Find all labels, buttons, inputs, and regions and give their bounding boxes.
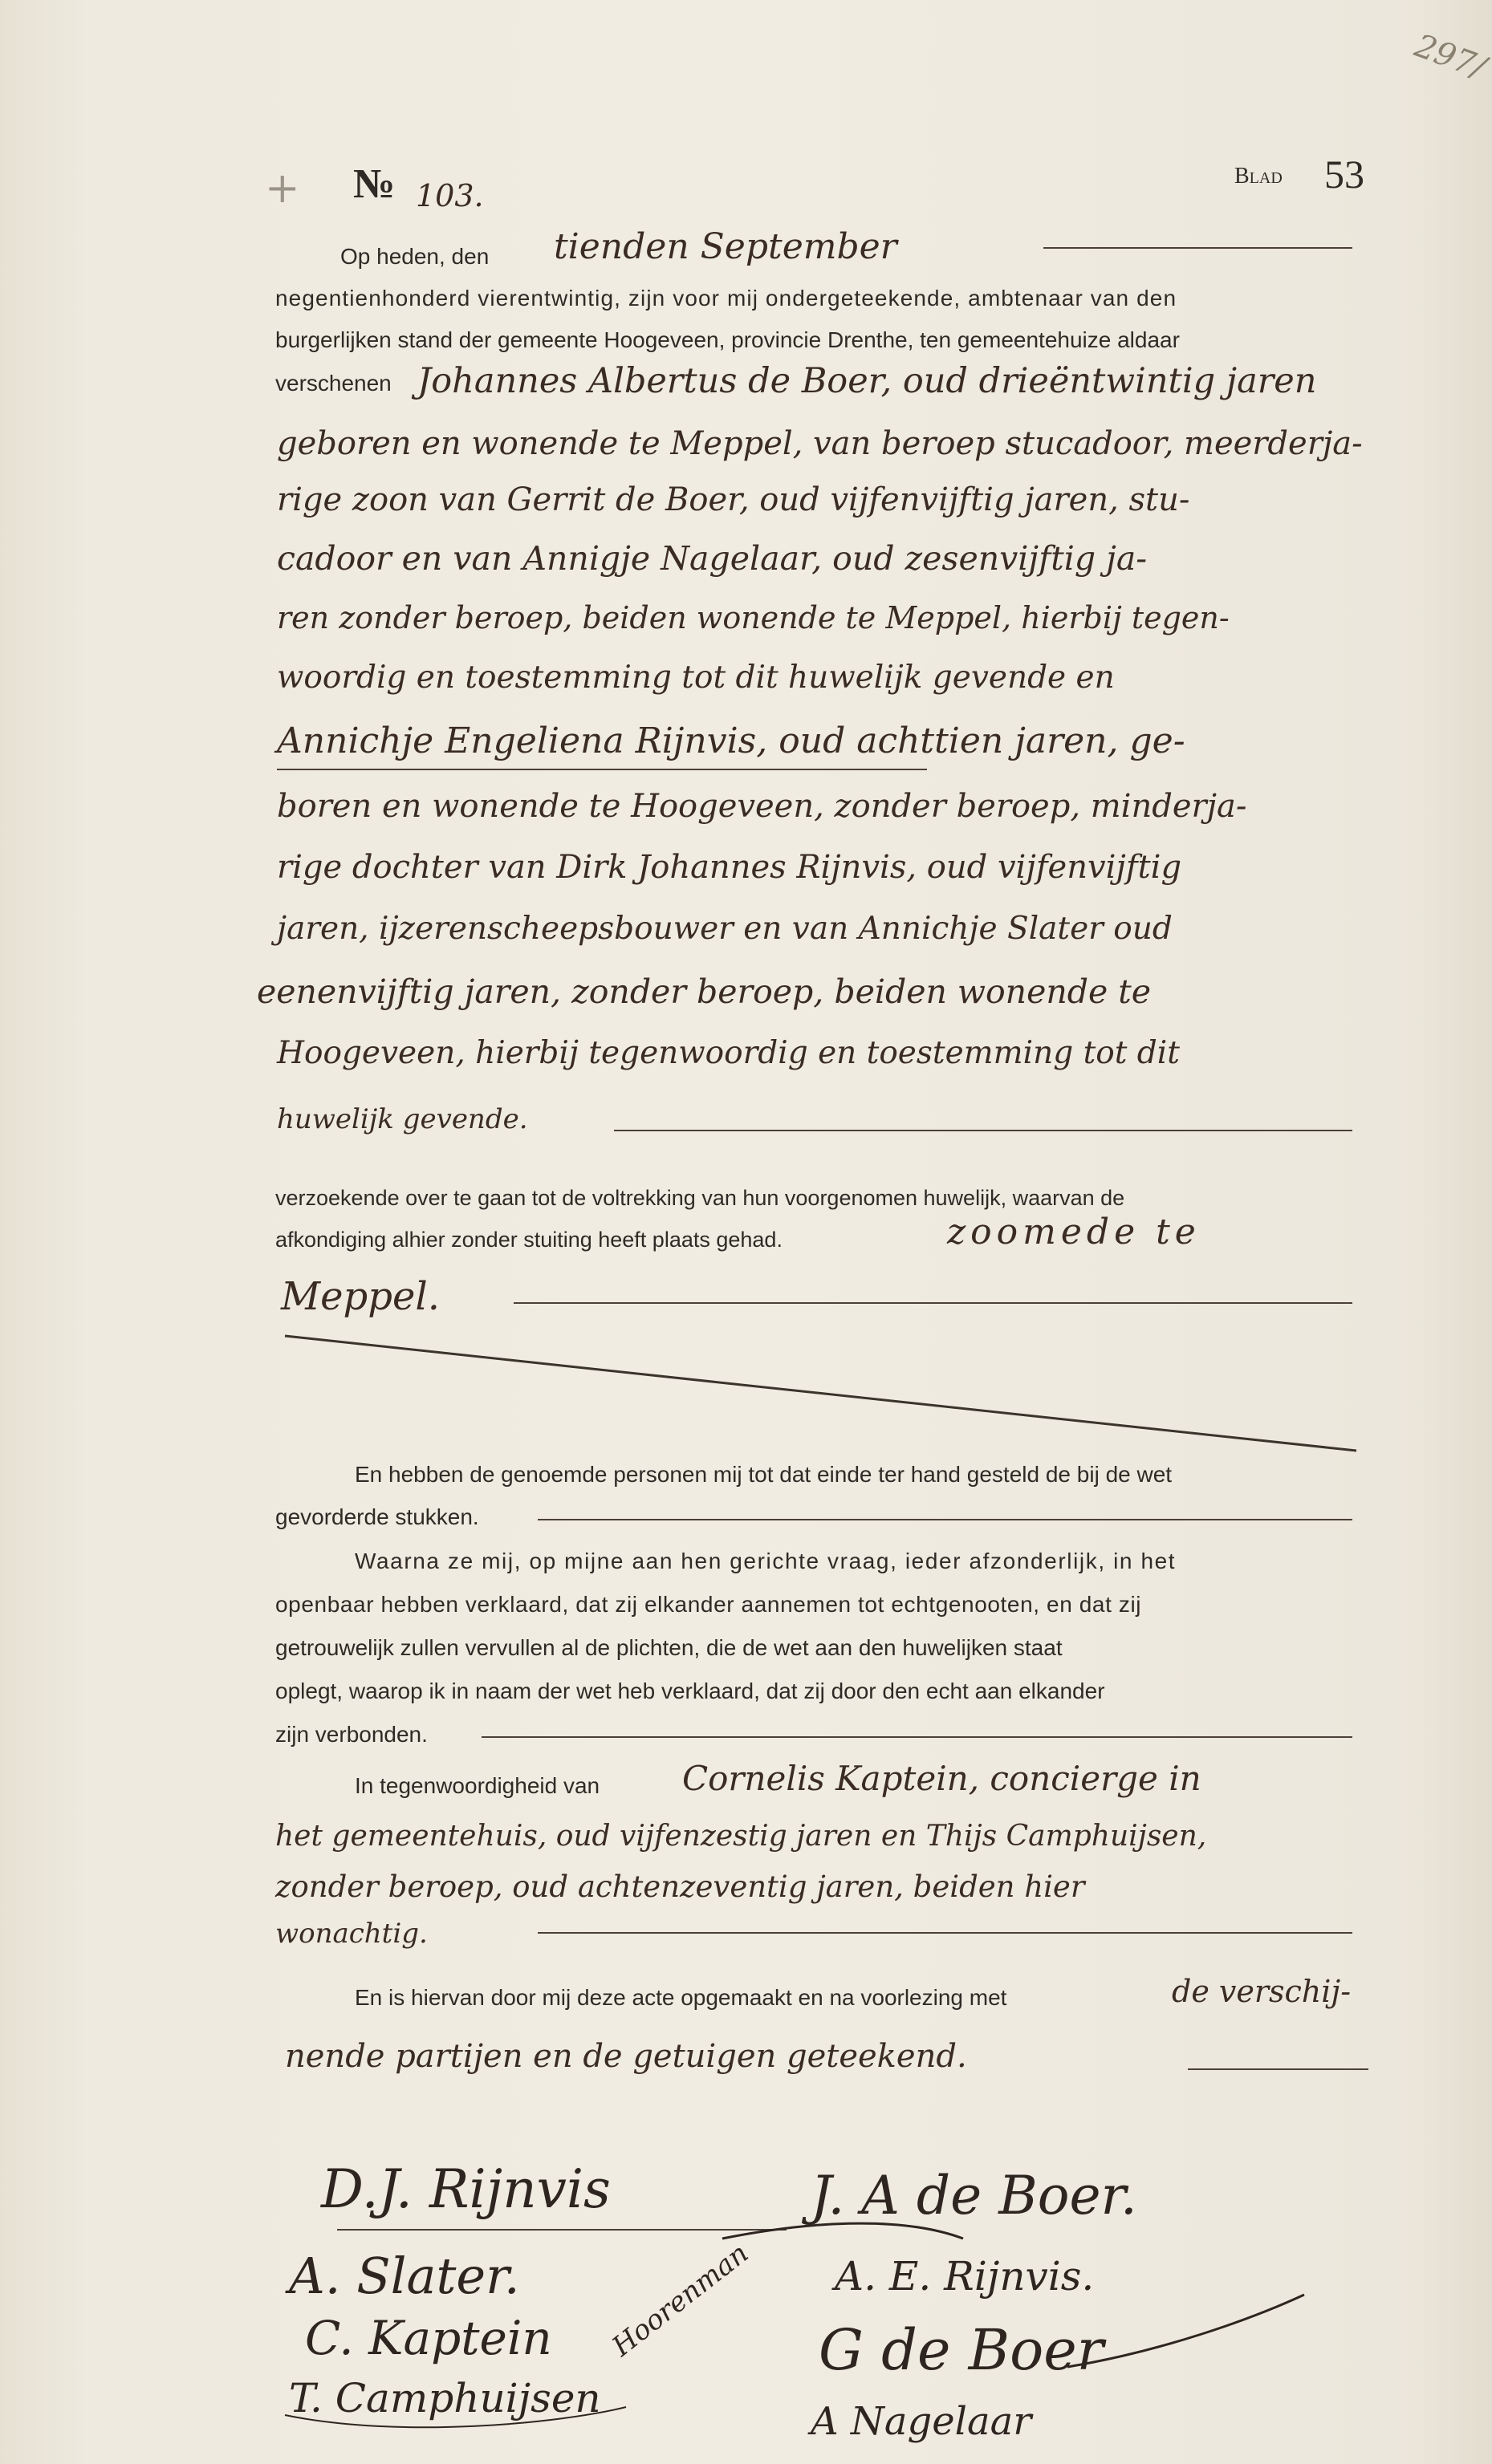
- hand-line-2: geboren en wonende te Meppel, van beroep stucadoor, meerderja-: [277, 425, 1363, 462]
- signature-a-nagelaar: A Nagelaar: [811, 2399, 1032, 2444]
- closing-hand-2: nende partijen en de getuigen geteekend.: [285, 2038, 967, 2075]
- signature-dj-rijnvis: D.J. Rijnvis: [321, 2158, 611, 2220]
- hand-line-10: jaren, ijzerenscheepsbouwer en van Annichje Slater oud: [277, 911, 1173, 947]
- corner-pencil-mark: 297/: [1409, 27, 1490, 87]
- witnesses-label: In tegenwoordigheid van: [355, 1773, 600, 1798]
- documents-line-1: En hebben de genoemde personen mij tot dat einde ter hand gesteld de bij de wet: [355, 1462, 1173, 1487]
- hand-line-6: woordig en toestemming tot dit huwelijk gevende en: [277, 660, 1115, 696]
- op-heden-label: Op heden, den: [340, 244, 490, 269]
- signature-ja-de-boer: J. A de Boer.: [811, 2165, 1137, 2227]
- hand-line-8: boren en wonende te Hoogeveen, zonder beroep, minderja-: [277, 788, 1247, 825]
- plus-mark: +: [265, 164, 300, 213]
- record-number: 103.: [416, 178, 484, 213]
- request-hand-cont: zoomede te: [947, 1212, 1201, 1252]
- hand-line-5: ren zonder beroep, beiden wonende te Meppel, hierbij tegen-: [277, 600, 1230, 635]
- hand-line-1: Johannes Albertus de Boer, oud drieëntwintig jaren: [417, 361, 1317, 401]
- hand-line-4: cadoor en van Annigje Nagelaar, oud zesenvijftig ja-: [277, 539, 1148, 578]
- declaration-line-5: zijn verbonden.: [275, 1722, 428, 1747]
- witness-hand-4: wonachtig.: [275, 1918, 428, 1950]
- intro-line-2: negentienhonderd vierentwintig, zijn voor mij ondergeteekende, ambtenaar van den: [275, 286, 1177, 311]
- hand-line-12: Hoogeveen, hierbij tegenwoordig en toestemming tot dit: [277, 1035, 1180, 1071]
- declaration-line-3: getrouwelijk zullen vervullen al de plichten, die de wet aan den huwelijken staat: [275, 1635, 1063, 1660]
- closing-printed: En is hiervan door mij deze acte opgemaakt en na voorlezing met: [355, 1985, 1007, 2010]
- hand-line-11: eenenvijftig jaren, zonder beroep, beiden wonende te: [257, 972, 1152, 1011]
- documents-line-2: gevorderde stukken.: [275, 1504, 479, 1529]
- witness-hand-1: Cornelis Kaptein, concierge in: [682, 1759, 1201, 1798]
- number-symbol: №: [353, 161, 396, 207]
- signature-c-kaptein: C. Kaptein: [305, 2311, 552, 2365]
- closing-hand-1: de verschij-: [1172, 1974, 1352, 2009]
- signature-a-slater: A. Slater.: [289, 2247, 520, 2305]
- witness-hand-2: het gemeentehuis, oud vijfenzestig jaren en Thijs Camphuijsen,: [275, 1820, 1207, 1853]
- request-line-1: verzoekende over te gaan tot de voltrekking van hun voorgenomen huwelijk, waarvan de: [275, 1186, 1125, 1210]
- hand-line-3: rige zoon van Gerrit de Boer, oud vijfenvijftig jaren, stu-: [277, 481, 1190, 518]
- signature-g-de-boer: G de Boer: [819, 2317, 1104, 2383]
- verschenen-label: verschenen: [275, 371, 392, 396]
- signature-ae-rijnvis: A. E. Rijnvis.: [835, 2253, 1095, 2300]
- blad-number: 53: [1324, 152, 1364, 197]
- intro-line-3: burgerlijken stand der gemeente Hoogeveen, provincie Drenthe, ten gemeentehuize aldaar: [275, 327, 1180, 352]
- request-line-2: afkondiging alhier zonder stuiting heeft plaats gehad.: [275, 1228, 783, 1252]
- witness-hand-3: zonder beroep, oud achtenzeventig jaren, beiden hier: [275, 1869, 1085, 1904]
- signature-t-camphuijsen: T. Camphuijsen: [289, 2375, 601, 2421]
- signature-hoorenman: Hoorenman: [606, 2237, 755, 2363]
- hand-line-9: rige dochter van Dirk Johannes Rijnvis, oud vijfenvijftig: [277, 849, 1182, 886]
- date-handwritten: tienden September: [554, 226, 897, 267]
- hand-line-7: Annichje Engeliena Rijnvis, oud achttien jaren, ge-: [277, 721, 1185, 761]
- declaration-line-4: oplegt, waarop ik in naam der wet heb verklaard, dat zij door den echt aan elkander: [275, 1679, 1105, 1703]
- declaration-line-2: openbaar hebben verklaard, dat zij elkander aannemen tot echtgenooten, en dat zij: [275, 1592, 1142, 1617]
- request-hand-meppel: Meppel.: [281, 1274, 441, 1319]
- blad-label: Blad: [1234, 164, 1283, 189]
- hand-line-13: huwelijk gevende.: [277, 1103, 528, 1135]
- declaration-line-1: Waarna ze mij, op mijne aan hen gerichte vraag, ieder afzonderlijk, in het: [355, 1549, 1177, 1573]
